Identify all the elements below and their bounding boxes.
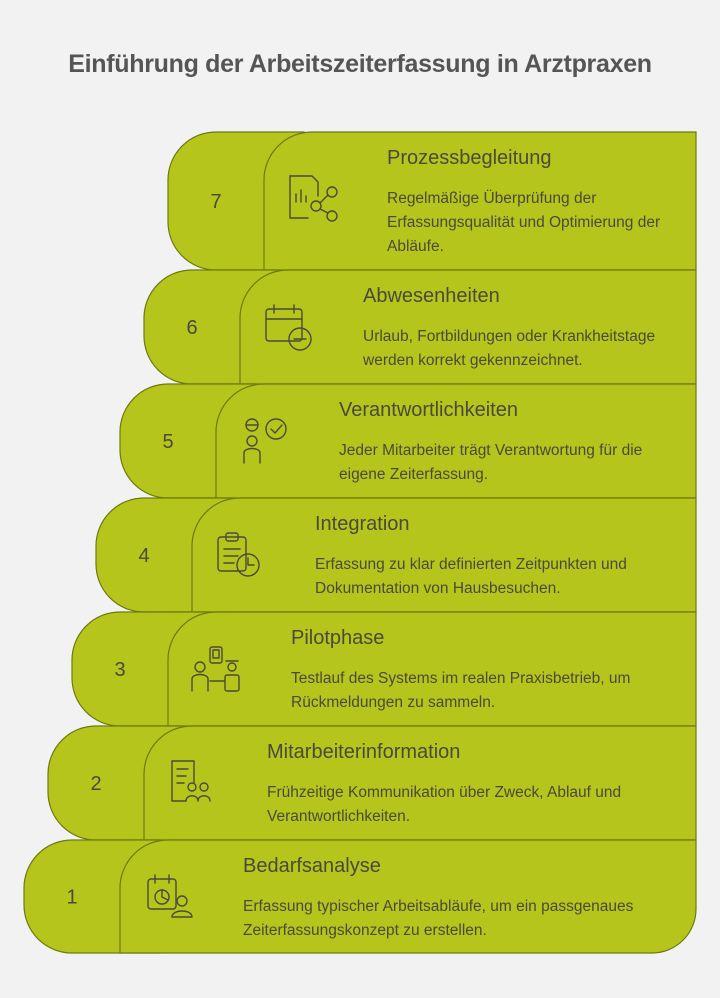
- step-description: Erfassung zu klar definierten Zeitpunkten und Dokumentation von Hausbesuchen.: [315, 556, 627, 597]
- step-number: 5: [162, 431, 174, 453]
- step-number: 2: [90, 773, 102, 795]
- step-number: 7: [210, 191, 222, 213]
- step-description: Frühzeitige Kommunikation über Zweck, Ablauf und Verantwortlichkeiten.: [267, 784, 622, 825]
- step-number: 4: [138, 545, 150, 567]
- step-description: Regelmäßige Überprüfung der Erfassungsqualität und Optimierung der Abläufe.: [387, 190, 661, 255]
- step-title: Verantwortlichkeiten: [339, 399, 518, 421]
- step-description: Jeder Mitarbeiter trägt Verantwortung für die eigene Zeiterfassung.: [339, 442, 643, 483]
- step-title: Pilotphase: [291, 627, 385, 649]
- step-description: Testlauf des Systems im realen Praxisbetrieb, um Rückmeldungen zu sammeln.: [291, 670, 631, 711]
- step-description: Erfassung typischer Arbeitsabläufe, um ein passgenaues Zeiterfassungskonzept zu erstellen.: [243, 898, 634, 939]
- step-number: 6: [186, 317, 198, 339]
- step-number: 1: [66, 886, 78, 909]
- step-title: Prozessbegleitung: [387, 147, 552, 169]
- page-title: Einführung der Arbeitszeiterfassung in Arztpraxen: [68, 50, 652, 78]
- step-description: Urlaub, Fortbildungen oder Krankheitstage werden korrekt gekennzeichnet.: [363, 328, 656, 369]
- step-title: Abwesenheiten: [363, 285, 500, 307]
- step-title: Mitarbeiterinformation: [267, 741, 461, 763]
- step-number: 3: [114, 659, 126, 681]
- step-title: Integration: [315, 513, 410, 535]
- step-title: Bedarfsanalyse: [243, 855, 381, 877]
